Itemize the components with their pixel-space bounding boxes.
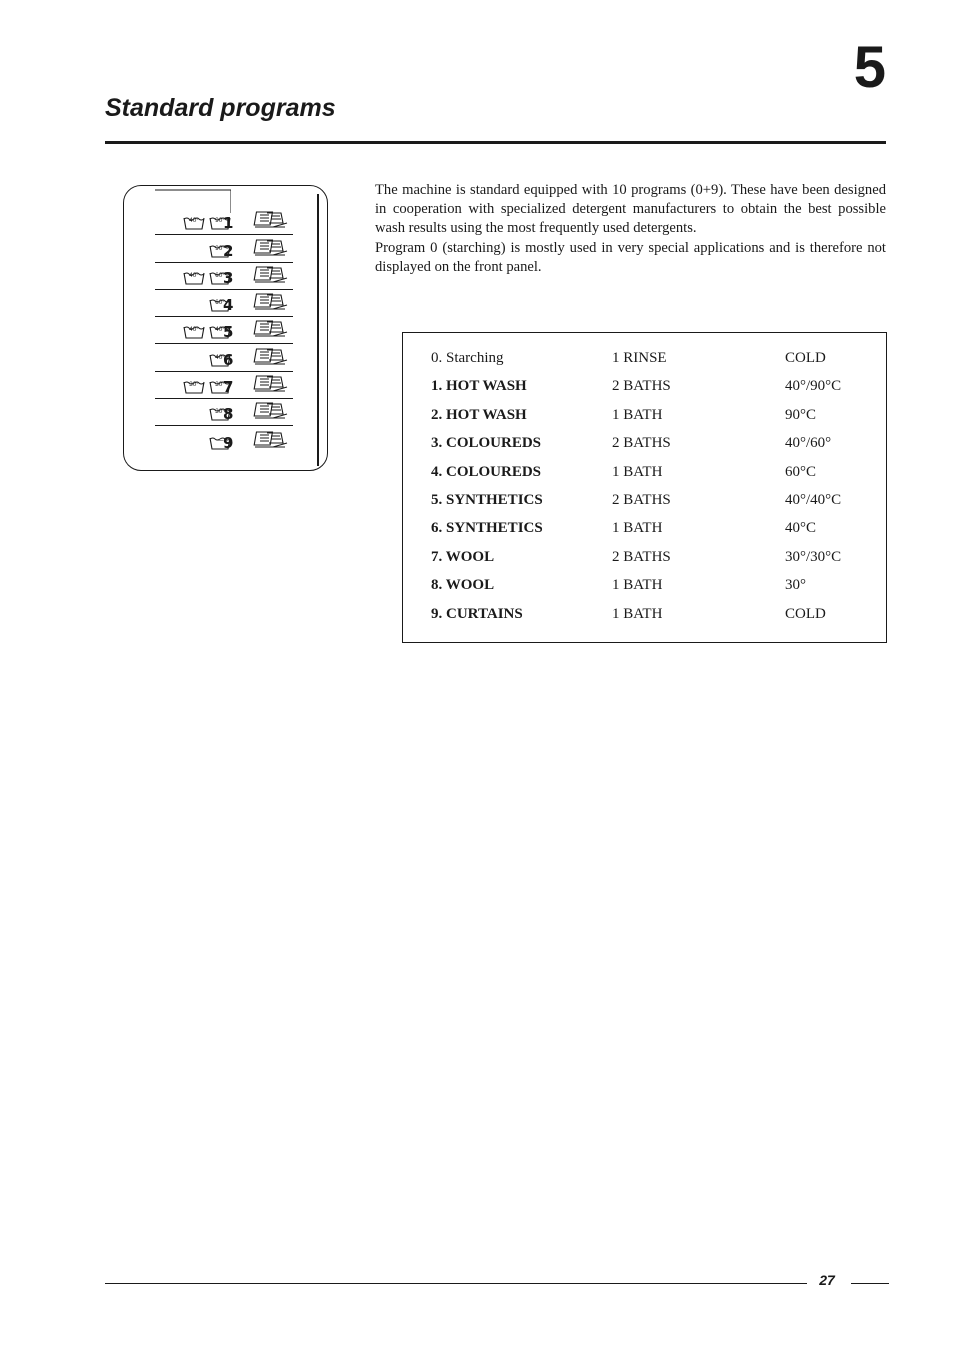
washing-machine-icon	[253, 237, 289, 259]
tub-temperature-label: 40°	[189, 326, 199, 334]
table-row	[431, 518, 871, 546]
program-baths: 2 BATHS	[612, 491, 671, 508]
tub-temperature-label: 90°	[215, 244, 225, 252]
program-name: 4. COLOUREDS	[431, 463, 542, 480]
program-temperature: 90°C	[785, 406, 817, 423]
panel-program-row	[155, 344, 293, 371]
tub-temperature-label: 60°	[215, 299, 225, 307]
program-baths: 2 BATHS	[612, 378, 671, 395]
panel-program-list	[124, 208, 314, 454]
program-temperature: 40°/40°C	[785, 491, 842, 508]
program-number: 4	[223, 296, 234, 315]
washing-machine-icon	[253, 373, 289, 395]
program-temperature: 40°/60°	[785, 435, 832, 452]
program-baths: 1 BATH	[612, 406, 663, 423]
intro-text	[375, 181, 886, 277]
wash-tub-icon	[183, 216, 205, 231]
tub-temperature-label: 30°	[215, 381, 225, 389]
program-temperature: COLD	[785, 605, 826, 622]
table-row	[431, 405, 871, 433]
program-baths: 1 BATH	[612, 577, 663, 594]
program-baths: 1 BATH	[612, 520, 663, 537]
program-temperature: 40°C	[785, 520, 817, 537]
program-name: 8. WOOL	[431, 577, 495, 594]
program-name: 1. HOT WASH	[431, 378, 527, 395]
panel-program-row	[155, 399, 293, 426]
program-temperature: 40°/90°C	[785, 378, 842, 395]
table-row	[431, 575, 871, 603]
washing-machine-icon	[253, 429, 289, 451]
panel-program-row	[155, 208, 293, 235]
program-baths: 2 BATHS	[612, 435, 671, 452]
program-number: 7	[223, 378, 234, 397]
control-panel-illustration	[123, 185, 328, 471]
table-row	[431, 604, 871, 632]
tub-temperature-label: 90°	[215, 217, 225, 225]
panel-divider	[317, 194, 319, 466]
wash-tub-icon	[183, 380, 205, 395]
tub-temperature-label: 40°	[189, 217, 199, 225]
program-number: 9	[223, 433, 234, 452]
programs-table-body	[431, 348, 871, 632]
table-row	[431, 490, 871, 518]
panel-program-row	[155, 317, 293, 344]
program-number: 5	[223, 323, 234, 342]
tub-temperature-label: 30°	[189, 381, 199, 389]
program-name: 5. SYNTHETICS	[431, 491, 543, 508]
tub-temperature-label: 40°	[189, 271, 199, 279]
washing-machine-icon	[253, 318, 289, 340]
program-name: 7. WOOL	[431, 548, 495, 565]
program-name: 9. CURTAINS	[431, 605, 523, 622]
chapter-number: 5	[853, 35, 886, 100]
programs-table	[402, 332, 887, 643]
program-temperature: 30°/30°C	[785, 548, 842, 565]
program-baths: 2 BATHS	[612, 548, 671, 565]
tub-temperature-label: 60°	[215, 271, 225, 279]
tub-temperature-label: 30°	[215, 408, 225, 416]
table-row	[431, 433, 871, 461]
washing-machine-icon	[253, 400, 289, 422]
tub-temperature-label: 40°	[215, 353, 225, 361]
washing-machine-icon	[253, 291, 289, 313]
panel-program-row	[155, 235, 293, 262]
program-name: 2. HOT WASH	[431, 406, 527, 423]
washing-machine-icon	[253, 346, 289, 368]
table-row	[431, 462, 871, 490]
program-temperature: COLD	[785, 350, 826, 366]
program-temperature: 30°	[785, 577, 806, 594]
table-row	[431, 376, 871, 404]
intro-paragraph-1: The machine is standard equipped with 10 programs (0+9). These have been designed in cooperation with specialized detergent manufacturers to obtain the best possible wash results using the most frequently used detergents.	[375, 182, 886, 237]
program-baths: 1 RINSE	[612, 350, 667, 366]
title-divider	[105, 141, 886, 144]
program-baths: 1 BATH	[612, 463, 663, 480]
panel-program-row	[155, 263, 293, 290]
intro-paragraph-2: Program 0 (starching) is mostly used in very special applications and is therefore not displayed on the front panel.	[375, 239, 886, 275]
tub-temperature-label: —	[216, 436, 224, 444]
program-number: 6	[223, 350, 234, 369]
program-number: 1	[223, 214, 234, 233]
panel-program-row	[155, 372, 293, 399]
program-baths: 1 BATH	[612, 605, 663, 622]
panel-program-row	[155, 290, 293, 317]
program-name: 0. Starching	[431, 350, 504, 366]
panel-program-row	[155, 426, 293, 453]
program-name: 3. COLOUREDS	[431, 435, 542, 452]
table-row	[431, 348, 871, 376]
page-number: 27	[819, 1272, 835, 1288]
program-name: 6. SYNTHETICS	[431, 520, 543, 537]
program-number: 8	[223, 405, 234, 424]
page-title: Standard programs	[105, 94, 336, 122]
program-temperature: 60°C	[785, 463, 817, 480]
table-row	[431, 547, 871, 575]
program-number: 3	[223, 268, 234, 287]
footer-divider-right	[851, 1283, 889, 1284]
footer-divider-left	[105, 1283, 807, 1284]
washing-machine-icon	[253, 264, 289, 286]
tub-temperature-label: 40°	[215, 326, 225, 334]
washing-machine-icon	[253, 209, 289, 231]
wash-tub-icon	[183, 325, 205, 340]
wash-tub-icon	[183, 271, 205, 286]
program-number: 2	[223, 241, 234, 260]
